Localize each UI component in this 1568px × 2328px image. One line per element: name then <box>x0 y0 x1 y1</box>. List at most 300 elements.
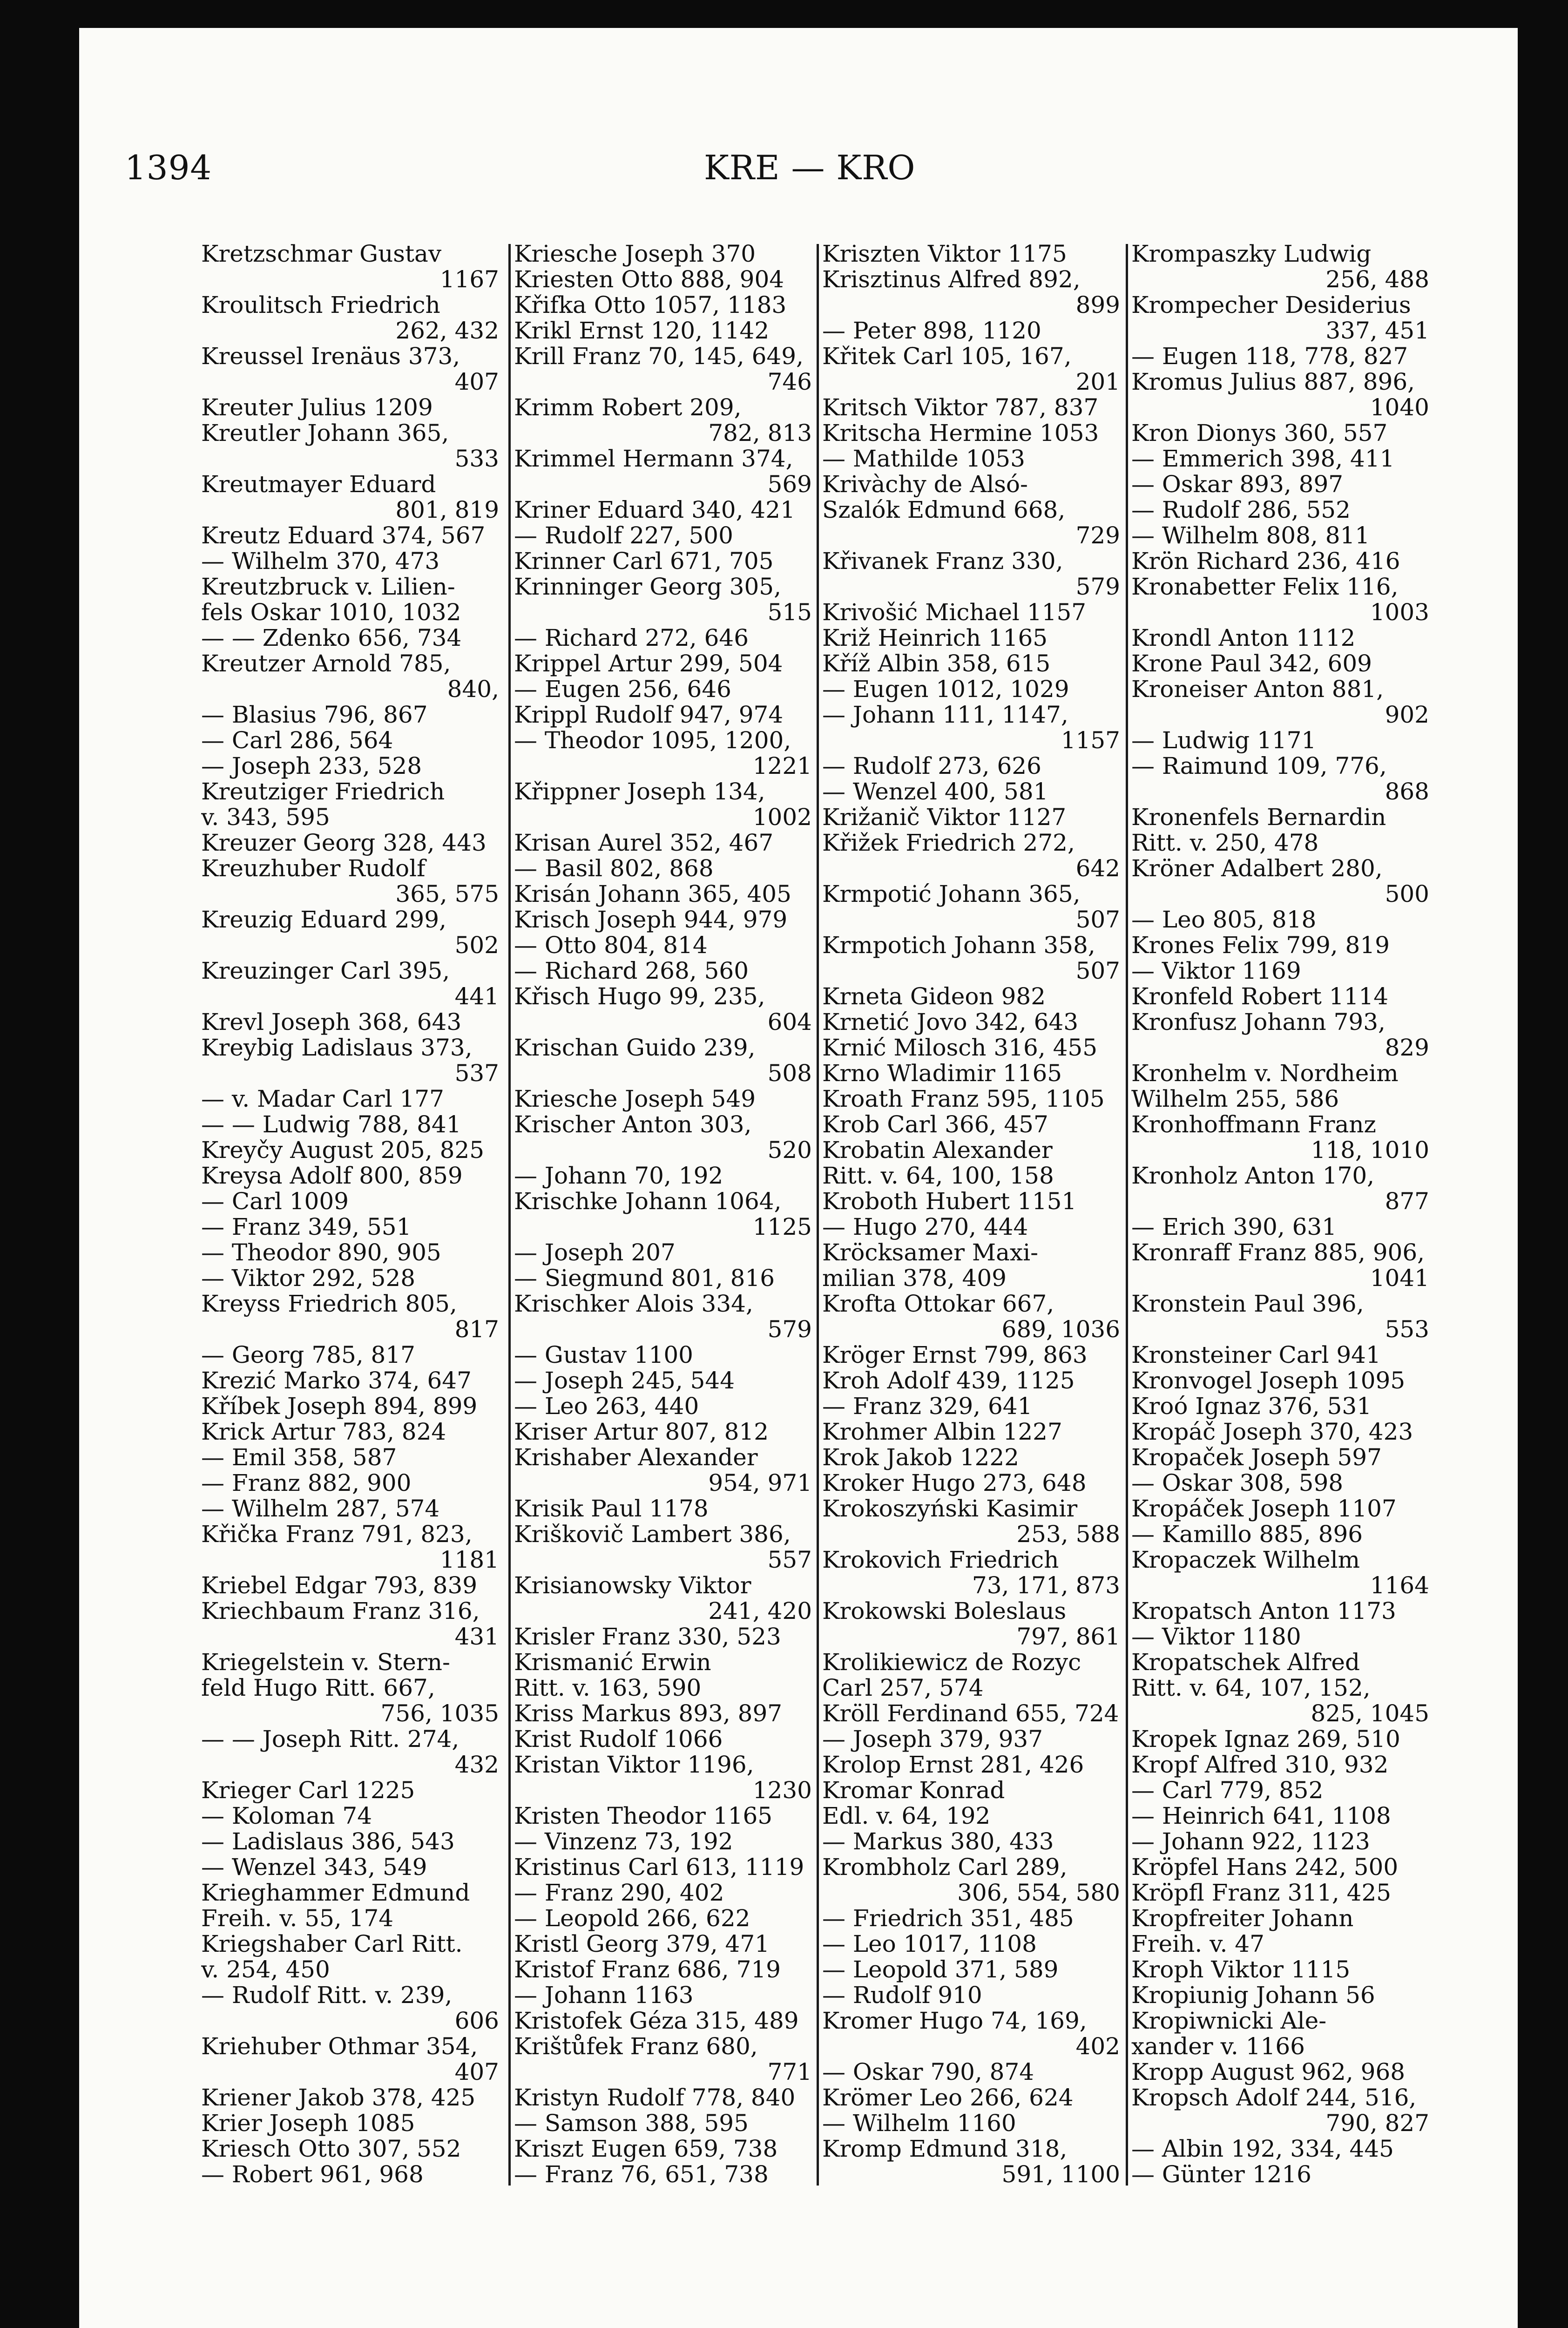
index-entry: Krinninger Georg 305, <box>514 574 781 600</box>
index-entry: — Wilhelm 370, 473 <box>201 548 440 574</box>
index-entry: — Joseph 233, 528 <box>201 753 422 779</box>
index-entry: — Wenzel 343, 549 <box>201 1854 427 1880</box>
index-entry: Kreuzer Georg 328, 443 <box>201 830 487 856</box>
index-entry: Krokoszyński Kasimir <box>822 1496 1078 1522</box>
index-entry: Kretzschmar Gustav <box>201 241 442 267</box>
index-entry: — Emmerich 398, 411 <box>1131 446 1395 472</box>
index-entry: Krisán Johann 365, 405 <box>514 881 791 907</box>
index-entry: 253, 588 <box>1016 1522 1120 1547</box>
index-entry: Kristen Theodor 1165 <box>514 1803 773 1829</box>
index-entry: Kristyn Rudolf 778, 840 <box>514 2085 796 2111</box>
index-entry: Kriškovič Lambert 386, <box>514 1522 791 1547</box>
index-entry: Kronstein Paul 396, <box>1131 1291 1364 1317</box>
index-entry: 507 <box>1075 958 1120 984</box>
index-entry: Krier Joseph 1085 <box>201 2111 415 2136</box>
index-entry: — Johann 922, 1123 <box>1131 1829 1370 1854</box>
index-columns <box>201 241 1429 2187</box>
index-entry: Krneta Gideon 982 <box>822 984 1046 1009</box>
index-entry: Krno Wladimir 1165 <box>822 1061 1062 1086</box>
index-entry: — Carl 1009 <box>201 1189 349 1214</box>
index-entry: Kreyčy August 205, 825 <box>201 1137 485 1163</box>
index-entry: 899 <box>1075 292 1120 318</box>
index-entry: Kreutmayer Eduard <box>201 472 436 497</box>
index-entry: Kreyss Friedrich 805, <box>201 1291 457 1317</box>
index-entry: fels Oskar 1010, 1032 <box>201 600 461 625</box>
index-entry: Krischer Anton 303, <box>514 1112 752 1137</box>
index-entry: — Samson 388, 595 <box>514 2111 749 2136</box>
index-entry: Krömer Leo 266, 624 <box>822 2085 1074 2111</box>
index-entry: 591, 1100 <box>1001 2162 1120 2187</box>
index-entry: Kropp August 962, 968 <box>1131 2059 1406 2085</box>
index-entry: 1181 <box>439 1547 499 1573</box>
index-entry: Krone Paul 342, 609 <box>1131 651 1372 677</box>
index-entry: Ritt. v. 64, 107, 152, <box>1131 1675 1371 1701</box>
index-entry: — Leopold 371, 589 <box>822 1957 1059 1983</box>
index-entry: Kromer Hugo 74, 169, <box>822 2008 1087 2034</box>
index-entry: — Leopold 266, 622 <box>514 1906 750 1931</box>
index-entry: 432 <box>454 1752 499 1778</box>
index-entry: Krisan Aurel 352, 467 <box>514 830 774 856</box>
index-entry: 579 <box>1075 574 1120 600</box>
index-entry: 1041 <box>1370 1266 1429 1291</box>
index-entry: Križ Heinrich 1165 <box>822 625 1048 651</box>
index-entry: Kropatsch Anton 1173 <box>1131 1598 1396 1624</box>
index-entry: — Johann 1163 <box>514 1983 694 2008</box>
index-entry: 1164 <box>1370 1573 1429 1598</box>
index-entry: Krones Felix 799, 819 <box>1131 933 1390 958</box>
index-entry: 553 <box>1385 1317 1429 1342</box>
index-entry: Kronvogel Joseph 1095 <box>1131 1368 1406 1394</box>
index-entry: — Eugen 256, 646 <box>514 677 731 702</box>
index-entry: Krismanić Erwin <box>514 1650 711 1675</box>
index-entry: — Siegmund 801, 816 <box>514 1266 775 1291</box>
index-entry: Krishaber Alexander <box>514 1445 758 1470</box>
index-entry: 520 <box>767 1137 812 1163</box>
index-entry: Kroulitsch Friedrich <box>201 292 440 318</box>
index-entry: Kreutziger Friedrich <box>201 779 445 805</box>
index-entry: 825, 1045 <box>1311 1701 1429 1726</box>
index-entry: Krmpotić Johann 365, <box>822 881 1081 907</box>
index-entry: — Rudolf 273, 626 <box>822 753 1041 779</box>
index-entry: 1125 <box>752 1214 812 1240</box>
index-entry: Wilhelm 255, 586 <box>1131 1086 1339 1112</box>
index-entry: — Leo 1017, 1108 <box>822 1931 1037 1957</box>
index-entry: Krištůfek Franz 680, <box>514 2034 758 2059</box>
index-entry: — Ludwig 1171 <box>1131 728 1317 753</box>
index-entry: 902 <box>1385 702 1429 728</box>
index-entry: Carl 257, 574 <box>822 1675 984 1701</box>
index-entry: Kriegshaber Carl Ritt. <box>201 1931 463 1957</box>
index-entry: — Friedrich 351, 485 <box>822 1906 1074 1931</box>
index-entry: Krobatin Alexander <box>822 1137 1053 1163</box>
index-entry: Szalók Edmund 668, <box>822 497 1066 523</box>
index-entry: Kreutz Eduard 374, 567 <box>201 523 486 548</box>
index-entry: — Joseph 379, 937 <box>822 1726 1043 1752</box>
index-entry: 337, 451 <box>1325 318 1429 344</box>
index-entry: — Theodor 1095, 1200, <box>514 728 791 753</box>
index-entry: — Vinzenz 73, 192 <box>514 1829 733 1854</box>
index-entry: — Gustav 1100 <box>514 1342 693 1368</box>
index-entry: Kropfreiter Johann <box>1131 1906 1354 1931</box>
index-entry: Krisianowsky Viktor <box>514 1573 751 1598</box>
index-entry: v. 254, 450 <box>201 1957 330 1983</box>
index-entry: — Emil 358, 587 <box>201 1445 397 1470</box>
index-entry: Kriesch Otto 307, 552 <box>201 2136 461 2162</box>
index-entry: 1040 <box>1370 395 1429 420</box>
index-entry: xander v. 1166 <box>1131 2034 1305 2059</box>
column-divider <box>508 244 511 2186</box>
index-entry: Kronhoffmann Franz <box>1131 1112 1376 1137</box>
index-entry: — Otto 804, 814 <box>514 933 708 958</box>
index-entry: Kropsch Adolf 244, 516, <box>1131 2085 1417 2111</box>
index-entry: 507 <box>1075 907 1120 933</box>
index-entry: Kristan Viktor 1196, <box>514 1752 754 1778</box>
index-entry: Kreussel Irenäus 373, <box>201 344 460 369</box>
index-entry: Krisler Franz 330, 523 <box>514 1624 781 1650</box>
index-entry: — Franz 349, 551 <box>201 1214 412 1240</box>
index-entry: Kropatschek Alfred <box>1131 1650 1360 1675</box>
index-entry: Kröll Ferdinand 655, 724 <box>822 1701 1119 1726</box>
index-entry: Kreutler Johann 365, <box>201 420 449 446</box>
index-entry: Kronfusz Johann 793, <box>1131 1009 1386 1035</box>
column-divider <box>1126 244 1128 2186</box>
index-entry: 431 <box>454 1624 499 1650</box>
index-entry: 868 <box>1385 779 1429 805</box>
index-entry: 579 <box>767 1317 812 1342</box>
index-entry: Kritscha Hermine 1053 <box>822 420 1099 446</box>
index-entry: 407 <box>454 369 499 395</box>
index-entry: Kropáč Joseph 370, 423 <box>1131 1419 1413 1445</box>
index-entry: Kröpfl Franz 311, 425 <box>1131 1880 1392 1906</box>
index-entry: 1002 <box>752 805 812 830</box>
index-entry: Kropiwnicki Ale- <box>1131 2008 1327 2034</box>
index-entry: Kreutzer Arnold 785, <box>201 651 451 677</box>
index-entry: Edl. v. 64, 192 <box>822 1803 991 1829</box>
index-entry: Kromar Konrad <box>822 1778 1005 1803</box>
index-entry: Krisztinus Alfred 892, <box>822 267 1081 292</box>
index-entry: Křisch Hugo 99, 235, <box>514 984 765 1009</box>
index-entry: 877 <box>1385 1189 1429 1214</box>
index-entry: — Rudolf 286, 552 <box>1131 497 1351 523</box>
index-entry: — Koloman 74 <box>201 1803 372 1829</box>
index-entry: 829 <box>1385 1035 1429 1061</box>
index-entry: Krondl Anton 1112 <box>1131 625 1356 651</box>
index-column-4 <box>1131 241 1429 2187</box>
index-entry: 606 <box>454 2008 499 2034</box>
index-entry: — Wenzel 400, 581 <box>822 779 1048 805</box>
index-entry: Ritt. v. 250, 478 <box>1131 830 1319 856</box>
index-entry: Krill Franz 70, 145, 649, <box>514 344 804 369</box>
index-entry: 407 <box>454 2059 499 2085</box>
index-entry: Krischan Guido 239, <box>514 1035 756 1061</box>
index-entry: Kriner Eduard 340, 421 <box>514 497 795 523</box>
index-entry: 557 <box>767 1547 812 1573</box>
index-entry: — Rudolf 227, 500 <box>514 523 733 548</box>
index-entry: Kriechbaum Franz 316, <box>201 1598 480 1624</box>
index-entry: Kristofek Géza 315, 489 <box>514 2008 799 2034</box>
column-divider <box>817 244 819 2186</box>
index-entry: Křitek Carl 105, 167, <box>822 344 1072 369</box>
index-entry: — Rudolf 910 <box>822 1983 982 2008</box>
index-entry: Freih. v. 47 <box>1131 1931 1264 1957</box>
index-entry: Krisch Joseph 944, 979 <box>514 907 788 933</box>
index-entry: — Ladislaus 386, 543 <box>201 1829 455 1854</box>
index-entry: — Rudolf Ritt. v. 239, <box>201 1983 453 2008</box>
index-entry: Křivanek Franz 330, <box>822 548 1063 574</box>
index-entry: 604 <box>767 1009 812 1035</box>
index-entry: 73, 171, 873 <box>972 1573 1120 1598</box>
index-entry: Ritt. v. 163, 590 <box>514 1675 702 1701</box>
index-entry: Kromp Edmund 318, <box>822 2136 1068 2162</box>
index-entry: Kříž Albin 358, 615 <box>822 651 1051 677</box>
index-entry: Kron Dionys 360, 557 <box>1131 420 1388 446</box>
index-column-2 <box>514 241 812 2187</box>
index-entry: Krohmer Albin 1227 <box>822 1419 1062 1445</box>
index-entry: Kritsch Viktor 787, 837 <box>822 395 1099 420</box>
index-entry: 840, <box>447 677 499 702</box>
index-entry: — Viktor 1169 <box>1131 958 1301 984</box>
index-entry: Krob Carl 366, 457 <box>822 1112 1048 1137</box>
index-entry: — Richard 272, 646 <box>514 625 749 651</box>
index-entry: Kreuzhuber Rudolf <box>201 856 426 881</box>
index-entry: Kriser Artur 807, 812 <box>514 1419 769 1445</box>
index-entry: 118, 1010 <box>1311 1137 1429 1163</box>
index-entry: 569 <box>767 472 812 497</box>
index-entry: 817 <box>454 1317 499 1342</box>
index-entry: 1230 <box>752 1778 812 1803</box>
index-entry: 241, 420 <box>708 1598 812 1624</box>
index-entry: Kreuzinger Carl 395, <box>201 958 450 984</box>
index-entry: 441 <box>454 984 499 1009</box>
index-entry: — Viktor 1180 <box>1131 1624 1301 1650</box>
index-entry: Krippl Rudolf 947, 974 <box>514 702 784 728</box>
index-entry: Kříbek Joseph 894, 899 <box>201 1394 478 1419</box>
index-entry: Krivošić Michael 1157 <box>822 600 1087 625</box>
index-entry: Kriszt Eugen 659, 738 <box>514 2136 778 2162</box>
index-entry: — Mathilde 1053 <box>822 446 1025 472</box>
index-entry: 790, 827 <box>1325 2111 1429 2136</box>
index-entry: Kroph Viktor 1115 <box>1131 1957 1351 1983</box>
index-entry: Krok Jakob 1222 <box>822 1445 1019 1470</box>
index-entry: Kronenfels Bernardin <box>1131 805 1386 830</box>
index-entry: — Albin 192, 334, 445 <box>1131 2136 1394 2162</box>
index-entry: 801, 819 <box>395 497 499 523</box>
index-column-1 <box>201 241 499 2187</box>
index-entry: 771 <box>767 2059 812 2085</box>
index-entry: Křifka Otto 1057, 1183 <box>514 292 787 318</box>
index-entry: — Oskar 893, 897 <box>1131 472 1344 497</box>
index-entry: — Kamillo 885, 896 <box>1131 1522 1363 1547</box>
index-entry: Krevl Joseph 368, 643 <box>201 1009 462 1035</box>
index-entry: Kreuter Julius 1209 <box>201 395 433 420</box>
index-entry: Kristof Franz 686, 719 <box>514 1957 781 1983</box>
index-entry: — Oskar 308, 598 <box>1131 1470 1344 1496</box>
index-entry: Kriszten Viktor 1175 <box>822 241 1067 267</box>
index-entry: — Viktor 292, 528 <box>201 1266 416 1291</box>
index-entry: — Basil 802, 868 <box>514 856 714 881</box>
index-entry: Krikl Ernst 120, 1142 <box>514 318 770 344</box>
index-entry: Kronsteiner Carl 941 <box>1131 1342 1381 1368</box>
index-entry: 729 <box>1075 523 1120 548</box>
index-entry: 262, 432 <box>395 318 499 344</box>
index-entry: Kroneiser Anton 881, <box>1131 677 1384 702</box>
index-entry: Kristl Georg 379, 471 <box>514 1931 770 1957</box>
index-entry: Kropiunig Johann 56 <box>1131 1983 1375 2008</box>
index-entry: — Erich 390, 631 <box>1131 1214 1337 1240</box>
index-entry: — Wilhelm 287, 574 <box>201 1496 440 1522</box>
index-entry: Kropaczek Wilhelm <box>1131 1547 1360 1573</box>
index-entry: 515 <box>767 600 812 625</box>
index-entry: 500 <box>1385 881 1429 907</box>
index-entry: Kriesche Joseph 370 <box>514 241 756 267</box>
index-entry: feld Hugo Ritt. 667, <box>201 1675 435 1701</box>
index-entry: — Franz 290, 402 <box>514 1880 724 1906</box>
index-entry: Ritt. v. 64, 100, 158 <box>822 1163 1054 1189</box>
index-entry: Kriener Jakob 378, 425 <box>201 2085 476 2111</box>
index-entry: Kronraff Franz 885, 906, <box>1131 1240 1425 1266</box>
index-entry: Kronhelm v. Nordheim <box>1131 1061 1399 1086</box>
index-entry: Krischke Johann 1064, <box>514 1189 782 1214</box>
index-entry: Kropek Ignaz 269, 510 <box>1131 1726 1400 1752</box>
index-entry: Kreuzig Eduard 299, <box>201 907 446 933</box>
index-entry: — Eugen 118, 778, 827 <box>1131 344 1408 369</box>
index-entry: Krmpotich Johann 358, <box>822 933 1095 958</box>
index-entry: 402 <box>1075 2034 1120 2059</box>
index-entry: Krimm Robert 209, <box>514 395 742 420</box>
index-entry: 256, 488 <box>1325 267 1429 292</box>
index-entry: 1221 <box>752 753 812 779</box>
index-entry: Krist Rudolf 1066 <box>514 1726 723 1752</box>
index-entry: 365, 575 <box>395 881 499 907</box>
index-entry: — Georg 785, 817 <box>201 1342 415 1368</box>
index-entry: Krisik Paul 1178 <box>514 1496 709 1522</box>
index-entry: Kromus Julius 887, 896, <box>1131 369 1415 395</box>
index-entry: — Carl 286, 564 <box>201 728 393 753</box>
index-entry: 533 <box>454 446 499 472</box>
index-entry: 306, 554, 580 <box>957 1880 1120 1906</box>
index-entry: Krezić Marko 374, 647 <box>201 1368 472 1394</box>
index-entry: Krippel Artur 299, 504 <box>514 651 783 677</box>
index-entry: — Raimund 109, 776, <box>1131 753 1387 779</box>
index-entry: Kriebel Edgar 793, 839 <box>201 1573 478 1598</box>
index-entry: Kroker Hugo 273, 648 <box>822 1470 1087 1496</box>
index-entry: — Johann 111, 1147, <box>822 702 1068 728</box>
index-entry: Kriss Markus 893, 897 <box>514 1701 783 1726</box>
index-entry: Krinner Carl 671, 705 <box>514 548 774 574</box>
index-entry: Kriesche Joseph 549 <box>514 1086 756 1112</box>
index-entry: 642 <box>1075 856 1120 881</box>
index-entry: Kriesten Otto 888, 904 <box>514 267 784 292</box>
running-head: KRE — KRO <box>704 148 916 187</box>
index-entry: — Franz 329, 641 <box>822 1394 1033 1419</box>
index-entry: — Günter 1216 <box>1131 2162 1311 2187</box>
index-entry: Kronholz Anton 170, <box>1131 1163 1375 1189</box>
index-entry: Krompecher Desiderius <box>1131 292 1411 318</box>
index-entry: Křippner Joseph 134, <box>514 779 765 805</box>
index-entry: — Blasius 796, 867 <box>201 702 428 728</box>
index-entry: Krieghammer Edmund <box>201 1880 470 1906</box>
index-entry: Krieger Carl 1225 <box>201 1778 415 1803</box>
index-entry: Kropáček Joseph 1107 <box>1131 1496 1397 1522</box>
index-entry: Krokovich Friedrich <box>822 1547 1059 1573</box>
index-entry: Kröpfel Hans 242, 500 <box>1131 1854 1399 1880</box>
index-entry: Kronabetter Felix 116, <box>1131 574 1399 600</box>
page-number: 1394 <box>125 148 212 187</box>
index-entry: Kriehuber Othmar 354, <box>201 2034 478 2059</box>
index-entry: — Joseph 207 <box>514 1240 676 1266</box>
index-entry: Kropf Alfred 310, 932 <box>1131 1752 1389 1778</box>
index-entry: 756, 1035 <box>380 1701 499 1726</box>
index-entry: — Markus 380, 433 <box>822 1829 1054 1854</box>
index-entry: 502 <box>454 933 499 958</box>
index-entry: Krnić Milosch 316, 455 <box>822 1035 1098 1061</box>
index-entry: Krolikiewicz de Rozyc <box>822 1650 1081 1675</box>
index-entry: Krompaszky Ludwig <box>1131 241 1372 267</box>
index-entry: Kroboth Hubert 1151 <box>822 1189 1077 1214</box>
index-entry: — Franz 76, 651, 738 <box>514 2162 769 2187</box>
index-entry: — — Zdenko 656, 734 <box>201 625 462 651</box>
index-entry: — Richard 268, 560 <box>514 958 749 984</box>
index-entry: 537 <box>454 1061 499 1086</box>
index-entry: 746 <box>767 369 812 395</box>
index-entry: v. 343, 595 <box>201 805 330 830</box>
index-entry: — Oskar 790, 874 <box>822 2059 1034 2085</box>
index-entry: Kristinus Carl 613, 1119 <box>514 1854 804 1880</box>
index-entry: Krnetić Jovo 342, 643 <box>822 1009 1079 1035</box>
index-entry: — Leo 805, 818 <box>1131 907 1317 933</box>
index-entry: 782, 813 <box>708 420 812 446</box>
index-entry: — — Ludwig 788, 841 <box>201 1112 461 1137</box>
index-entry: Kreybig Ladislaus 373, <box>201 1035 473 1061</box>
index-entry: 797, 861 <box>1016 1624 1120 1650</box>
index-entry: Krimmel Hermann 374, <box>514 446 793 472</box>
index-entry: Kröcksamer Maxi- <box>822 1240 1039 1266</box>
index-entry: — Theodor 890, 905 <box>201 1240 441 1266</box>
index-entry: Krivàchy de Alsó- <box>822 472 1028 497</box>
index-entry: Krick Artur 783, 824 <box>201 1419 446 1445</box>
index-entry: — Robert 961, 968 <box>201 2162 424 2187</box>
index-entry: Kreysa Adolf 800, 859 <box>201 1163 463 1189</box>
index-entry: — Heinrich 641, 1108 <box>1131 1803 1391 1829</box>
index-entry: milian 378, 409 <box>822 1266 1007 1291</box>
index-entry: Kröner Adalbert 280, <box>1131 856 1383 881</box>
index-entry: 689, 1036 <box>1001 1317 1120 1342</box>
index-entry: Kröger Ernst 799, 863 <box>822 1342 1088 1368</box>
index-entry: 1157 <box>1061 728 1120 753</box>
index-entry: Kronfeld Robert 1114 <box>1131 984 1389 1009</box>
index-entry: Krön Richard 236, 416 <box>1131 548 1400 574</box>
index-entry: Krolop Ernst 281, 426 <box>822 1752 1084 1778</box>
index-entry: Kropaček Joseph 597 <box>1131 1445 1382 1470</box>
index-entry: Krombholz Carl 289, <box>822 1854 1068 1880</box>
index-entry: Freih. v. 55, 174 <box>201 1906 394 1931</box>
index-entry: Kroó Ignaz 376, 531 <box>1131 1394 1372 1419</box>
index-entry: — v. Madar Carl 177 <box>201 1086 444 1112</box>
index-column-3 <box>822 241 1120 2187</box>
index-entry: — Leo 263, 440 <box>514 1394 699 1419</box>
index-entry: 1003 <box>1370 600 1429 625</box>
index-entry: Křička Franz 791, 823, <box>201 1522 473 1547</box>
index-entry: Križanič Viktor 1127 <box>822 805 1067 830</box>
index-entry: — — Joseph Ritt. 274, <box>201 1726 460 1752</box>
index-entry: Krischker Alois 334, <box>514 1291 753 1317</box>
index-entry: Krofta Ottokar 667, <box>822 1291 1054 1317</box>
index-entry: — Peter 898, 1120 <box>822 318 1041 344</box>
index-entry: — Johann 70, 192 <box>514 1163 723 1189</box>
index-entry: 201 <box>1075 369 1120 395</box>
index-entry: Krokowski Boleslaus <box>822 1598 1067 1624</box>
index-entry: — Hugo 270, 444 <box>822 1214 1028 1240</box>
